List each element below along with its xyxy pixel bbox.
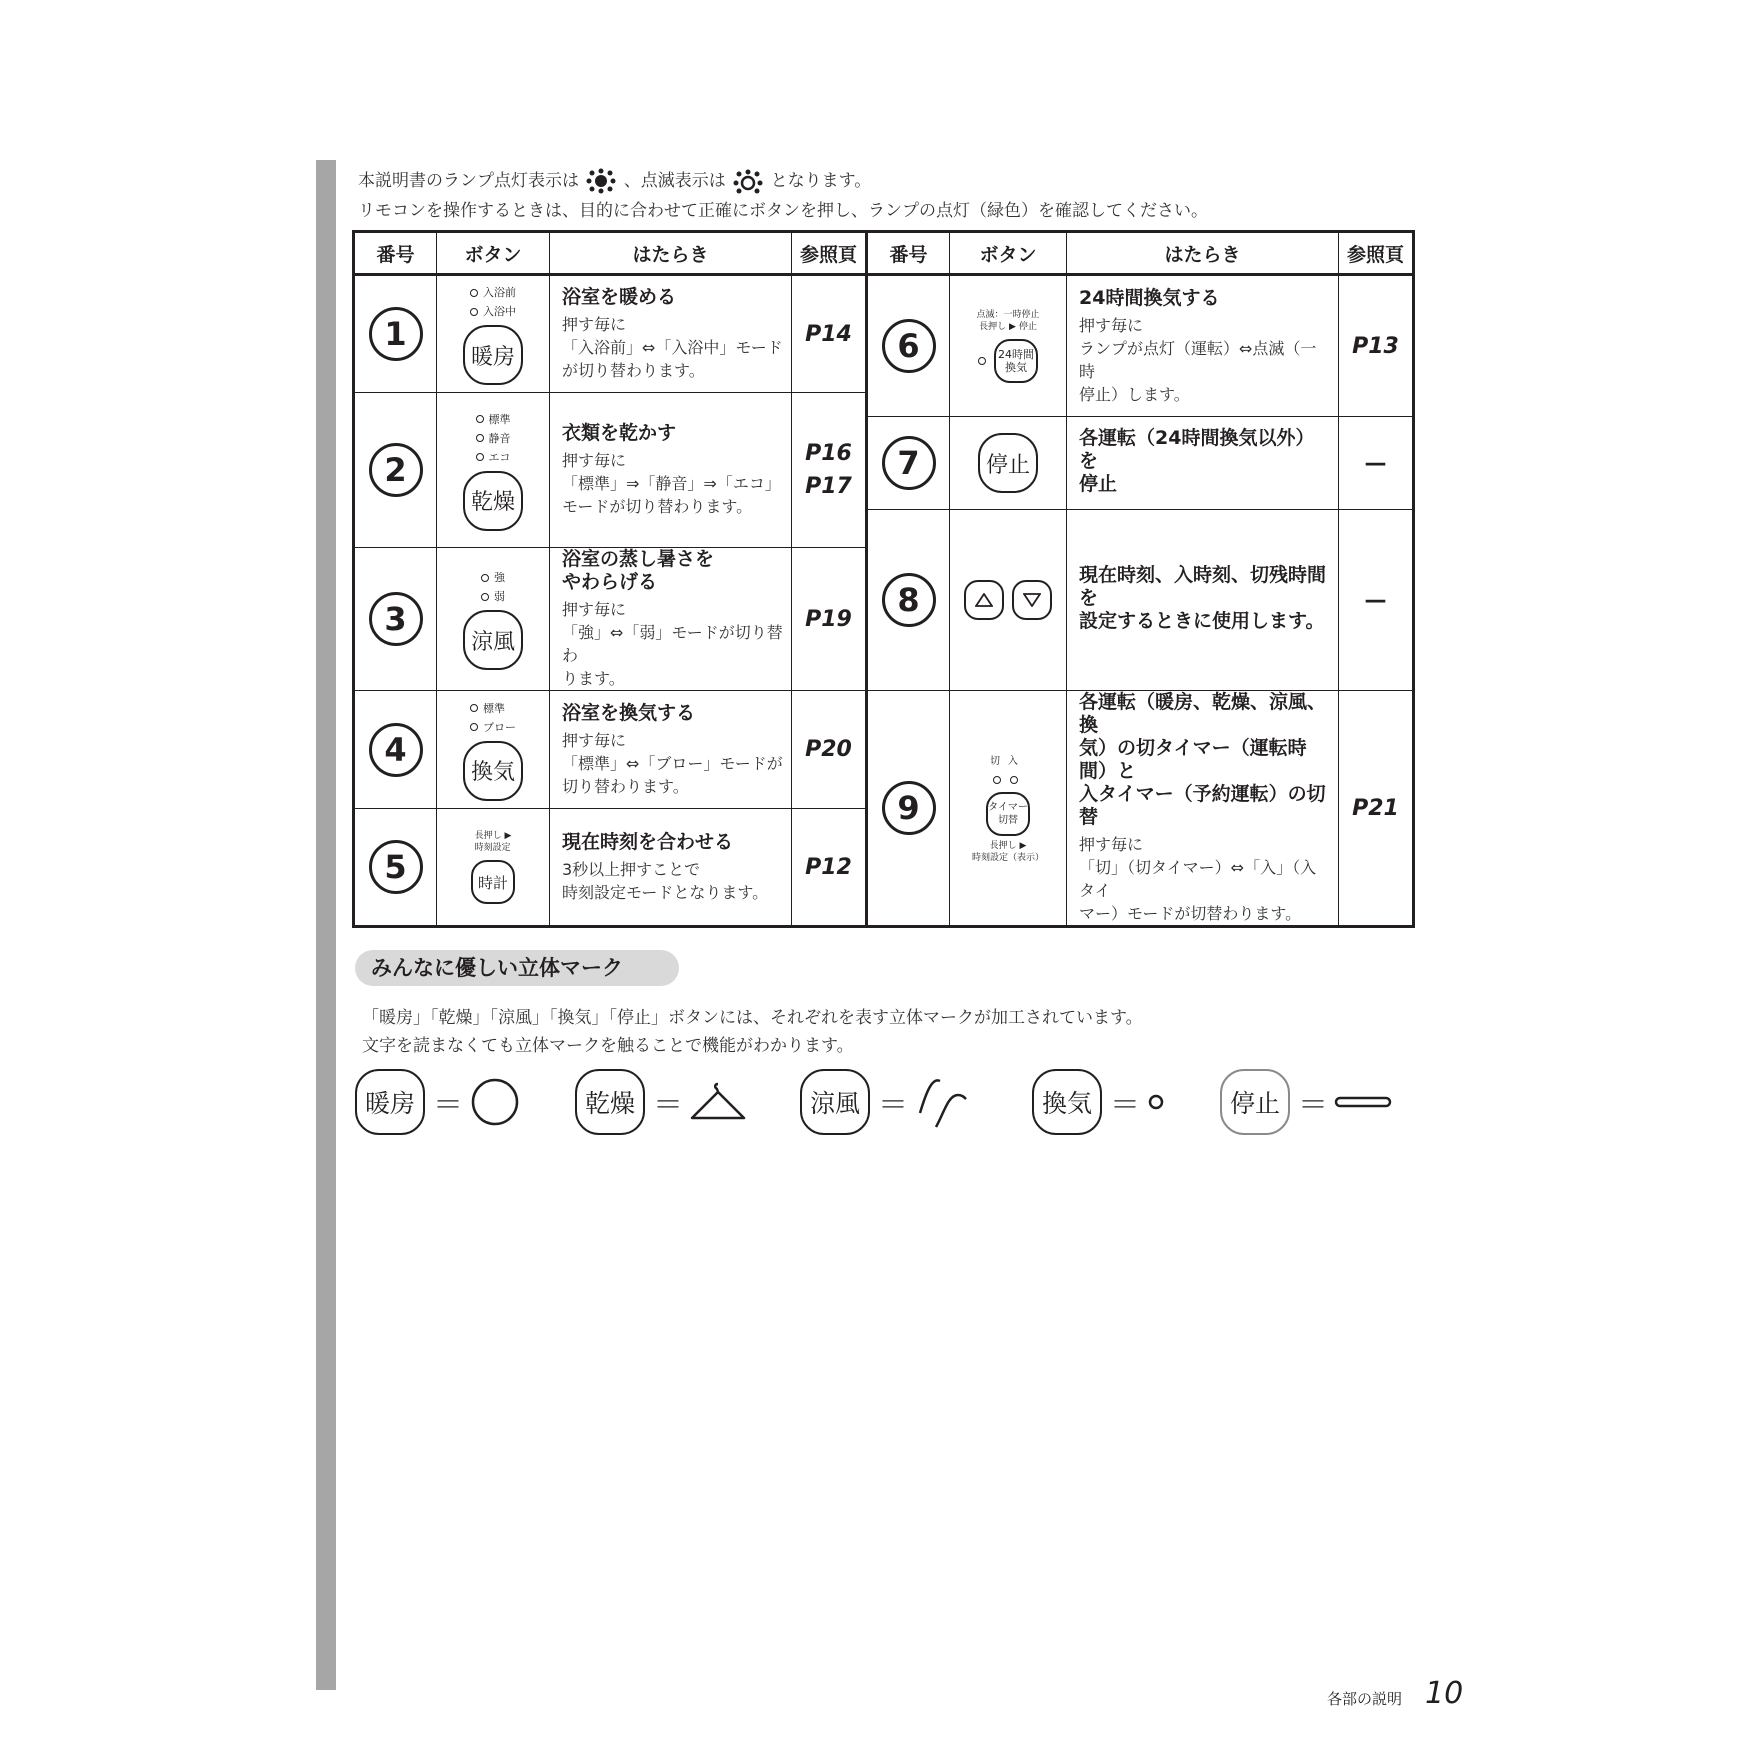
row-6-button-cell	[950, 275, 1067, 417]
down-triangle-icon	[1023, 593, 1041, 607]
mark-ventilation	[1032, 1070, 1166, 1134]
row-2-button-cell	[437, 393, 550, 548]
side-bar	[316, 160, 336, 1690]
row-6-ref: P13	[1339, 275, 1414, 417]
row-2-number: 2	[369, 443, 423, 497]
row-1-led-1: 入浴前	[483, 286, 516, 299]
row-1-led-2: 入浴中	[483, 305, 516, 318]
row-5-text: 3秒以上押すことで 時刻設定モードとなります。	[562, 859, 769, 902]
row-1-ref: P14	[792, 275, 867, 393]
wave-mark-icon	[914, 1073, 974, 1131]
header-button-left: ボタン	[437, 232, 550, 275]
lamp-blink-icon	[731, 168, 765, 194]
intro-line-1: 本説明書のランプ点灯表示は 、点滅表示は となります。	[358, 166, 871, 194]
row-9-title: 各運転（暖房、乾燥、涼風、換 気）の切タイマー（運転時間）と 入タイマー（予約運転）の切替	[1079, 691, 1327, 828]
row-4-led-2: ブロー	[483, 720, 516, 734]
row-9-number: 9	[882, 781, 936, 835]
row-3-ref: P19	[792, 548, 867, 691]
mark-stop-button: 停止	[1220, 1069, 1290, 1135]
tactile-note-2: 文字を読まなくても立体マークを触ることで機能がわかります。	[362, 1036, 854, 1056]
row-3-led-1: 強	[494, 571, 505, 584]
circle-mark-icon	[469, 1076, 521, 1128]
row-2-ref: P16 P17	[792, 393, 867, 548]
row-3-led-2: 弱	[494, 590, 505, 603]
row-7-ref: —	[1339, 417, 1414, 510]
row-9-button-cell	[950, 691, 1067, 927]
row-9-leds: 切入	[990, 756, 1026, 767]
mark-stop	[1220, 1070, 1394, 1134]
row-2-led-2: 静音	[488, 431, 511, 445]
header-ref-right: 参照頁	[1339, 232, 1414, 275]
row-9-text: 押す毎に 「切」（切タイマー）⇔「入」（入タイ マー）モードが切替わります。	[1079, 835, 1317, 923]
footer-section: 各部の説明	[1327, 1690, 1403, 1708]
row-9-below: 長押し ▶ 時刻設定（表示）	[971, 841, 1044, 863]
row-3-text: 押す毎に 「強」⇔「弱」モードが切り替わ ります。	[562, 600, 783, 688]
mark-cool-breeze-equals: ＝	[878, 1088, 908, 1123]
mark-heating-button: 暖房	[355, 1069, 425, 1135]
row-1-title: 浴室を暖める	[562, 286, 677, 308]
down-arrow-button[interactable]	[1012, 580, 1052, 620]
clock-button[interactable]: 時計	[471, 860, 515, 904]
row-8-button-cell	[950, 510, 1067, 691]
mark-drying-button: 乾燥	[575, 1069, 645, 1135]
row-5-button-cell	[437, 809, 550, 927]
row-5-title: 現在時刻を合わせる	[562, 830, 734, 853]
row-3-title: 浴室の蒸し暑さを やわらげる	[562, 548, 715, 593]
heating-button[interactable]: 暖房	[463, 325, 523, 385]
row-3-number: 3	[369, 592, 423, 646]
mark-stop-equals: ＝	[1298, 1088, 1328, 1123]
page-number: 10	[1425, 1676, 1464, 1711]
row-4-ref: P20	[792, 691, 867, 809]
header-num-right: 番号	[867, 232, 950, 275]
row-4-number: 4	[369, 723, 423, 777]
row-1-text: 押す毎に 「入浴前」⇔「入浴中」モード が切り替わります。	[562, 315, 783, 380]
header-ref-left: 参照頁	[792, 232, 867, 275]
row-8-number: 8	[882, 573, 936, 627]
intro-line-2: リモコンを操作するときは、目的に合わせて正確にボタンを押し、ランプの点灯（緑色）を確認してください。	[358, 201, 1208, 221]
mark-cool-breeze	[800, 1070, 974, 1134]
ventilation-button[interactable]: 換気	[463, 741, 523, 801]
timer-switch-button[interactable]: タイマー 切替	[986, 792, 1030, 836]
row-5-above: 長押し ▶ 時刻設定	[474, 831, 512, 853]
header-function-left: はたらき	[550, 232, 792, 275]
row-1-number: 1	[369, 307, 423, 361]
button-function-table	[352, 230, 1415, 928]
mark-heating	[355, 1070, 521, 1134]
lamp-on-icon	[584, 168, 618, 194]
mark-ventilation-button: 換気	[1032, 1069, 1102, 1135]
small-circle-mark-icon	[1146, 1092, 1166, 1112]
mark-heating-equals: ＝	[433, 1088, 463, 1123]
row-6-number: 6	[882, 319, 936, 373]
row-2-text: 押す毎に 「標準」⇒「静音」⇒「エコ」 モードが切り替わります。	[562, 451, 781, 516]
24h-ventilation-button[interactable]: 24時間 換気	[994, 339, 1038, 383]
mark-ventilation-equals: ＝	[1110, 1088, 1140, 1123]
row-4-title: 浴室を換気する	[562, 701, 696, 724]
header-button-right: ボタン	[950, 232, 1067, 275]
up-arrow-button[interactable]	[964, 580, 1004, 620]
row-2-title: 衣類を乾かす	[562, 422, 677, 444]
row-4-led-1: 標準	[483, 701, 505, 715]
bar-mark-icon	[1334, 1094, 1394, 1110]
stop-button[interactable]: 停止	[978, 433, 1038, 493]
row-5-ref: P12	[792, 809, 867, 927]
row-8-ref: —	[1339, 510, 1414, 691]
row-7-number: 7	[882, 436, 936, 490]
row-2-led-1: 標準	[488, 412, 511, 426]
row-4-button-cell	[437, 691, 550, 809]
tactile-note-1: 「暖房」「乾燥」「涼風」「換気」「停止」ボタンには、それぞれを表す立体マークが加工されています。	[362, 1008, 1143, 1028]
row-5-number: 5	[369, 840, 423, 894]
row-4-text: 押す毎に 「標準」⇔「ブロー」モードが 切り替わります。	[562, 730, 783, 796]
tactile-mark-heading: みんなに優しい立体マーク	[355, 950, 679, 986]
header-num-left: 番号	[354, 232, 437, 275]
mark-drying	[575, 1070, 747, 1134]
cool-breeze-button[interactable]: 涼風	[463, 610, 523, 670]
row-8-title: 現在時刻、入時刻、切残時間を 設定するときに使用します。	[1079, 563, 1327, 632]
row-6-text: 押す毎に ランプが点灯（運転）⇔点滅（一時 停止）します。	[1079, 315, 1317, 404]
mark-drying-equals: ＝	[653, 1088, 683, 1123]
row-7-title: 各運転（24時間換気以外）を 停止	[1079, 426, 1315, 495]
row-2-led-3: エコ	[488, 450, 511, 464]
row-9-ref: P21	[1339, 691, 1414, 927]
row-6-title: 24時間換気する	[1079, 286, 1220, 309]
row-3-button-cell	[437, 548, 550, 691]
row-1-button-cell	[437, 275, 550, 393]
header-function-right: はたらき	[1067, 232, 1339, 275]
hanger-mark-icon	[689, 1078, 747, 1126]
drying-button[interactable]: 乾燥	[463, 471, 523, 531]
up-triangle-icon	[975, 593, 993, 607]
mark-cool-breeze-button: 涼風	[800, 1069, 870, 1135]
row-6-above: 点滅：一時停止 長押し ▶ 停止	[976, 310, 1040, 332]
